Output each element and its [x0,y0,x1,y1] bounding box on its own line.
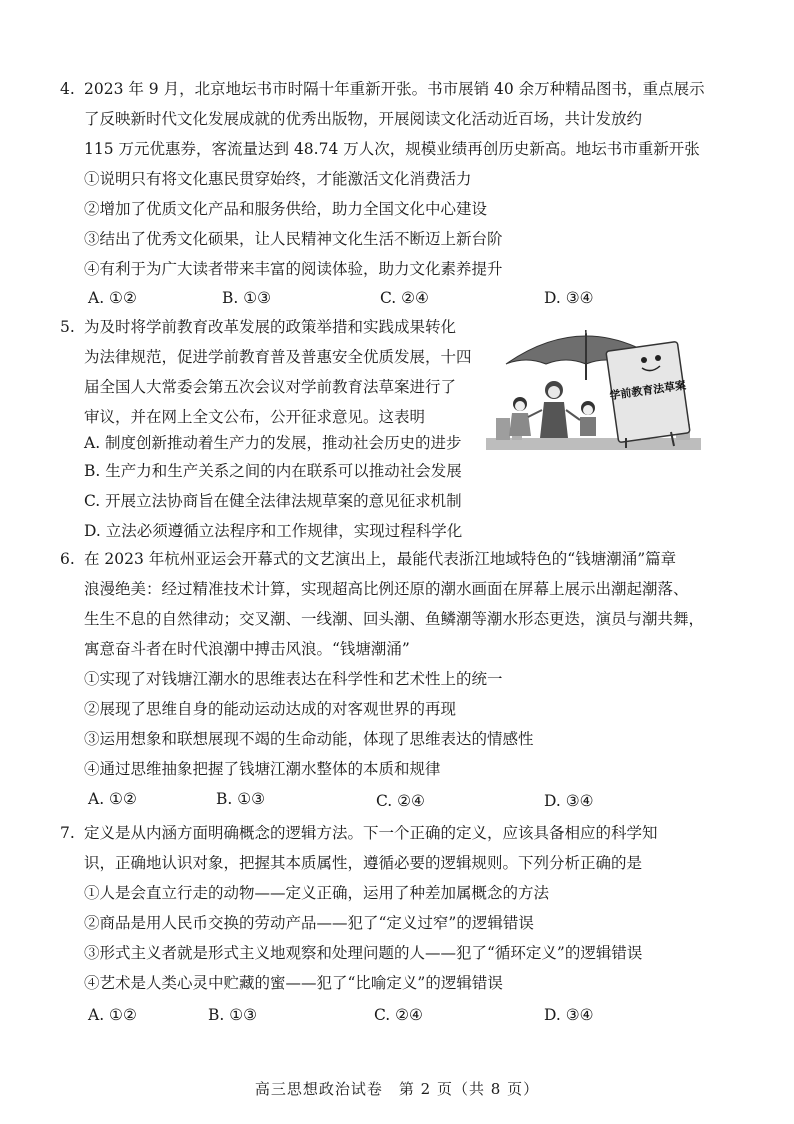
choice-d: D. 立法必须遵循立法程序和工作规律，实现过程科学化 [84,522,463,540]
option-d: D. ③④ [544,792,594,810]
option-a: A. ①② [88,790,137,808]
question-stem-line: 为及时将学前教育改革发展的政策举措和实践成果转化 [84,318,457,336]
statement-1: ①实现了对钱塘江潮水的思维表达在科学性和艺术性上的统一 [84,670,503,688]
question-stem-line: 为法律规范，促进学前教育普及普惠安全优质发展，十四 [84,348,472,366]
question-stem-line: 了反映新时代文化发展成就的优秀出版物，开展阅读文化活动近百场，共计发放约 [84,110,643,128]
question-stem-line: 115 万元优惠券，客流量达到 48.74 万人次，规模业绩再创历史新高。地坛书市重新开张 [84,140,700,158]
question-stem-line: 审议，并在网上全文公布，公开征求意见。这表明 [84,408,426,426]
option-d: D. ③④ [544,1006,594,1024]
option-a: A. ①② [88,1006,137,1024]
statement-4: ④有利于为广大读者带来丰富的阅读体验，助力文化素养提升 [84,260,503,278]
question-number: 6. [60,550,75,568]
question-number: 5. [60,318,75,336]
question-stem-line: 识，正确地认识对象，把握其本质属性，遵循必要的逻辑规则。下列分析正确的是 [84,854,643,872]
option-c: C. ②④ [380,289,429,307]
statement-1: ①说明只有将文化惠民贯穿始终，才能激活文化消费活力 [84,170,472,188]
statement-4: ④艺术是人类心灵中贮藏的蜜——犯了“比喻定义”的逻辑错误 [84,974,503,992]
option-b: B. ①③ [222,289,272,307]
statement-2: ②展现了思维自身的能动运动达成的对客观世界的再现 [84,700,457,718]
page-footer: 高三思想政治试卷 第 2 页（共 8 页） [254,1080,540,1098]
question-stem-line: 2023 年 9 月，北京地坛书市时隔十年重新开张。书市展销 40 余万种精品图书，重点展示 [84,80,705,98]
option-c: C. ②④ [374,1006,423,1024]
statement-1: ①人是会直立行走的动物——定义正确，运用了种差加属概念的方法 [84,884,550,902]
legislation-illustration [476,320,708,470]
question-stem-line: 届全国人大常委会第五次会议对学前教育法草案进行了 [84,378,457,396]
choice-c: C. 开展立法协商旨在健全法律法规草案的意见征求机制 [84,492,462,510]
statement-3: ③结出了优秀文化硕果，让人民精神文化生活不断迈上新台阶 [84,230,503,248]
question-number: 7. [60,824,75,842]
option-d: D. ③④ [544,289,594,307]
umbrella-family-image [476,320,708,470]
option-b: B. ①③ [216,790,266,808]
question-stem-line: 在 2023 年杭州亚运会开幕式的文艺演出上，最能代表浙江地域特色的“钱塘潮涌”篇章 [84,550,677,568]
question-stem-line: 寓意奋斗者在时代浪潮中搏击风浪。“钱塘潮涌” [84,640,410,658]
choice-a: A. 制度创新推动着生产力的发展，推动社会历史的进步 [84,434,462,452]
choice-b: B. 生产力和生产关系之间的内在联系可以推动社会发展 [84,462,462,480]
question-stem-line: 浪漫绝美：经过精准技术计算，实现超高比例还原的潮水画面在屏幕上展示出潮起潮落、 [84,580,689,598]
question-stem-line: 定义是从内涵方面明确概念的逻辑方法。下一个正确的定义，应该具备相应的科学知 [84,824,658,842]
question-number: 4. [60,80,75,98]
statement-2: ②增加了优质文化产品和服务供给，助力全国文化中心建设 [84,200,488,218]
option-b: B. ①③ [208,1006,258,1024]
option-a: A. ①② [88,289,137,307]
question-stem-line: 生生不息的自然律动；交叉潮、一线潮、回头潮、鱼鳞潮等潮水形态更迭，演员与潮共舞， [84,610,705,628]
statement-3: ③运用想象和联想展现不竭的生命动能，体现了思维表达的情感性 [84,730,534,748]
statement-2: ②商品是用人民币交换的劳动产品——犯了“定义过窄”的逻辑错误 [84,914,534,932]
umbrella-text: 让学前教育更加优质普惠安全 [532,326,620,347]
statement-4: ④通过思维抽象把握了钱塘江潮水整体的本质和规律 [84,760,441,778]
book-title: 学前教育法草案 [608,378,687,403]
statement-3: ③形式主义者就是形式主义地观察和处理问题的人——犯了“循环定义”的逻辑错误 [84,944,643,962]
option-c: C. ②④ [376,792,425,810]
